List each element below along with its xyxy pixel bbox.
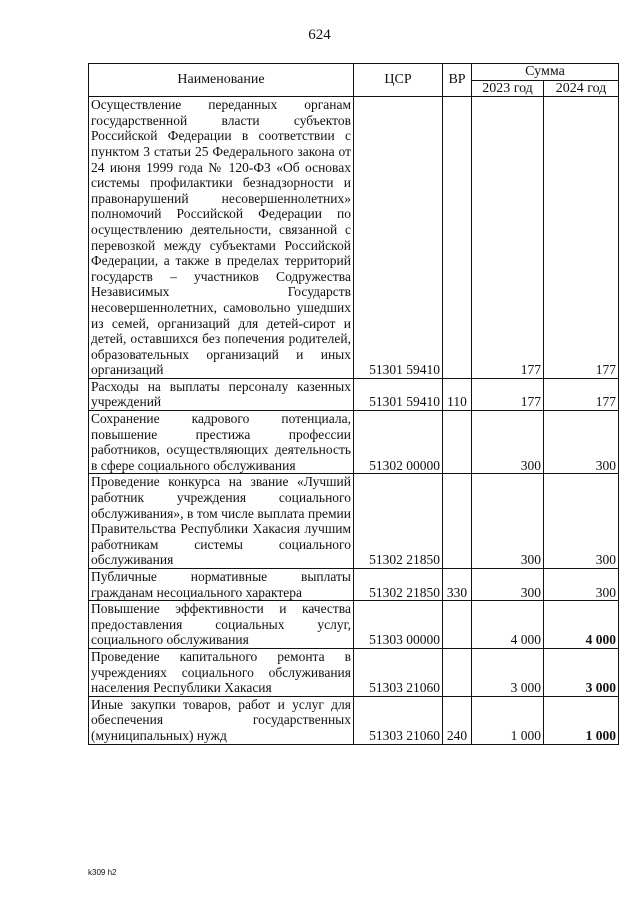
row-name: Сохранение кадрового потенциала, повышение престижа профессии работников, осуществляющих деятельность в сфере социального обслуживания xyxy=(89,411,354,474)
header-vr: ВР xyxy=(443,64,472,97)
row-sum-2023: 4 000 xyxy=(472,601,544,649)
row-csr: 51303 00000 xyxy=(354,601,443,649)
table-row xyxy=(89,601,619,649)
row-sum-2023: 300 xyxy=(472,411,544,474)
row-sum-2024: 177 xyxy=(544,378,619,410)
row-csr: 51302 21850 xyxy=(354,569,443,601)
row-vr: 110 xyxy=(443,378,472,410)
footer-code: k309 h2 xyxy=(88,868,117,877)
row-sum-2023: 300 xyxy=(472,474,544,569)
header-csr: ЦСР xyxy=(354,64,443,97)
row-csr: 51301 59410 xyxy=(354,97,443,379)
row-name: Проведение конкурса на звание «Лучший работник учреждения социального обслуживания», в том числе выплата премии Правительства Республики Хакасия лучшим работникам системы социального обслуживания xyxy=(89,474,354,569)
row-vr xyxy=(443,411,472,474)
table-row xyxy=(89,97,619,379)
row-sum-2023: 300 xyxy=(472,569,544,601)
row-name: Расходы на выплаты персоналу казенных учреждений xyxy=(89,378,354,410)
row-sum-2024: 3 000 xyxy=(544,648,619,696)
header-year-2024: 2024 год xyxy=(544,80,619,97)
row-vr: 330 xyxy=(443,569,472,601)
row-csr: 51303 21060 xyxy=(354,696,443,744)
row-vr xyxy=(443,474,472,569)
row-name: Публичные нормативные выплаты гражданам несоциального характера xyxy=(89,569,354,601)
row-sum-2024: 4 000 xyxy=(544,601,619,649)
row-vr xyxy=(443,601,472,649)
row-csr: 51302 00000 xyxy=(354,411,443,474)
table-row xyxy=(89,696,619,744)
row-csr: 51301 59410 xyxy=(354,378,443,410)
header-name: Наименование xyxy=(89,64,354,97)
row-sum-2024: 300 xyxy=(544,474,619,569)
table-row xyxy=(89,378,619,410)
row-name: Повышение эффективности и качества предоставления социальных услуг, социального обслуживания xyxy=(89,601,354,649)
row-vr xyxy=(443,648,472,696)
row-name: Иные закупки товаров, работ и услуг для обеспечения государственных (муниципальных) нужд xyxy=(89,696,354,744)
page-number: 624 xyxy=(308,27,331,43)
header-year-2023: 2023 год xyxy=(472,80,544,97)
row-vr xyxy=(443,97,472,379)
row-sum-2023: 3 000 xyxy=(472,648,544,696)
row-sum-2024: 177 xyxy=(544,97,619,379)
row-sum-2023: 1 000 xyxy=(472,696,544,744)
row-vr: 240 xyxy=(443,696,472,744)
header-sum: Сумма xyxy=(472,64,619,81)
row-sum-2023: 177 xyxy=(472,97,544,379)
row-sum-2024: 1 000 xyxy=(544,696,619,744)
row-name: Осуществление переданных органам государственной власти субъектов Российской Федерации в соответствии с пунктом 3 статьи 25 Федерального закона от 24 июня 1999 года № 120-ФЗ «Об основах системы профилактики безнадзорности и правонарушений несовершеннолетних» полномочий Российской Федерации по осуществлению деятельности, связанной с перевозкой между субъектами Российской Федерации, а также в пределах территорий государств – участников Содружества Независимых Государств несовершеннолетних, самовольно ушедших из семей, организаций для детей-сирот и детей, оставшихся без попечения родителей, образовательных организаций и иных организаций xyxy=(89,97,354,379)
row-sum-2023: 177 xyxy=(472,378,544,410)
row-sum-2024: 300 xyxy=(544,569,619,601)
table-row xyxy=(89,569,619,601)
row-csr: 51302 21850 xyxy=(354,474,443,569)
table-row xyxy=(89,411,619,474)
row-name: Проведение капитального ремонта в учреждениях социального обслуживания населения Республики Хакасия xyxy=(89,648,354,696)
row-sum-2024: 300 xyxy=(544,411,619,474)
row-csr: 51303 21060 xyxy=(354,648,443,696)
budget-table xyxy=(88,63,619,745)
table-row xyxy=(89,648,619,696)
table-row xyxy=(89,474,619,569)
